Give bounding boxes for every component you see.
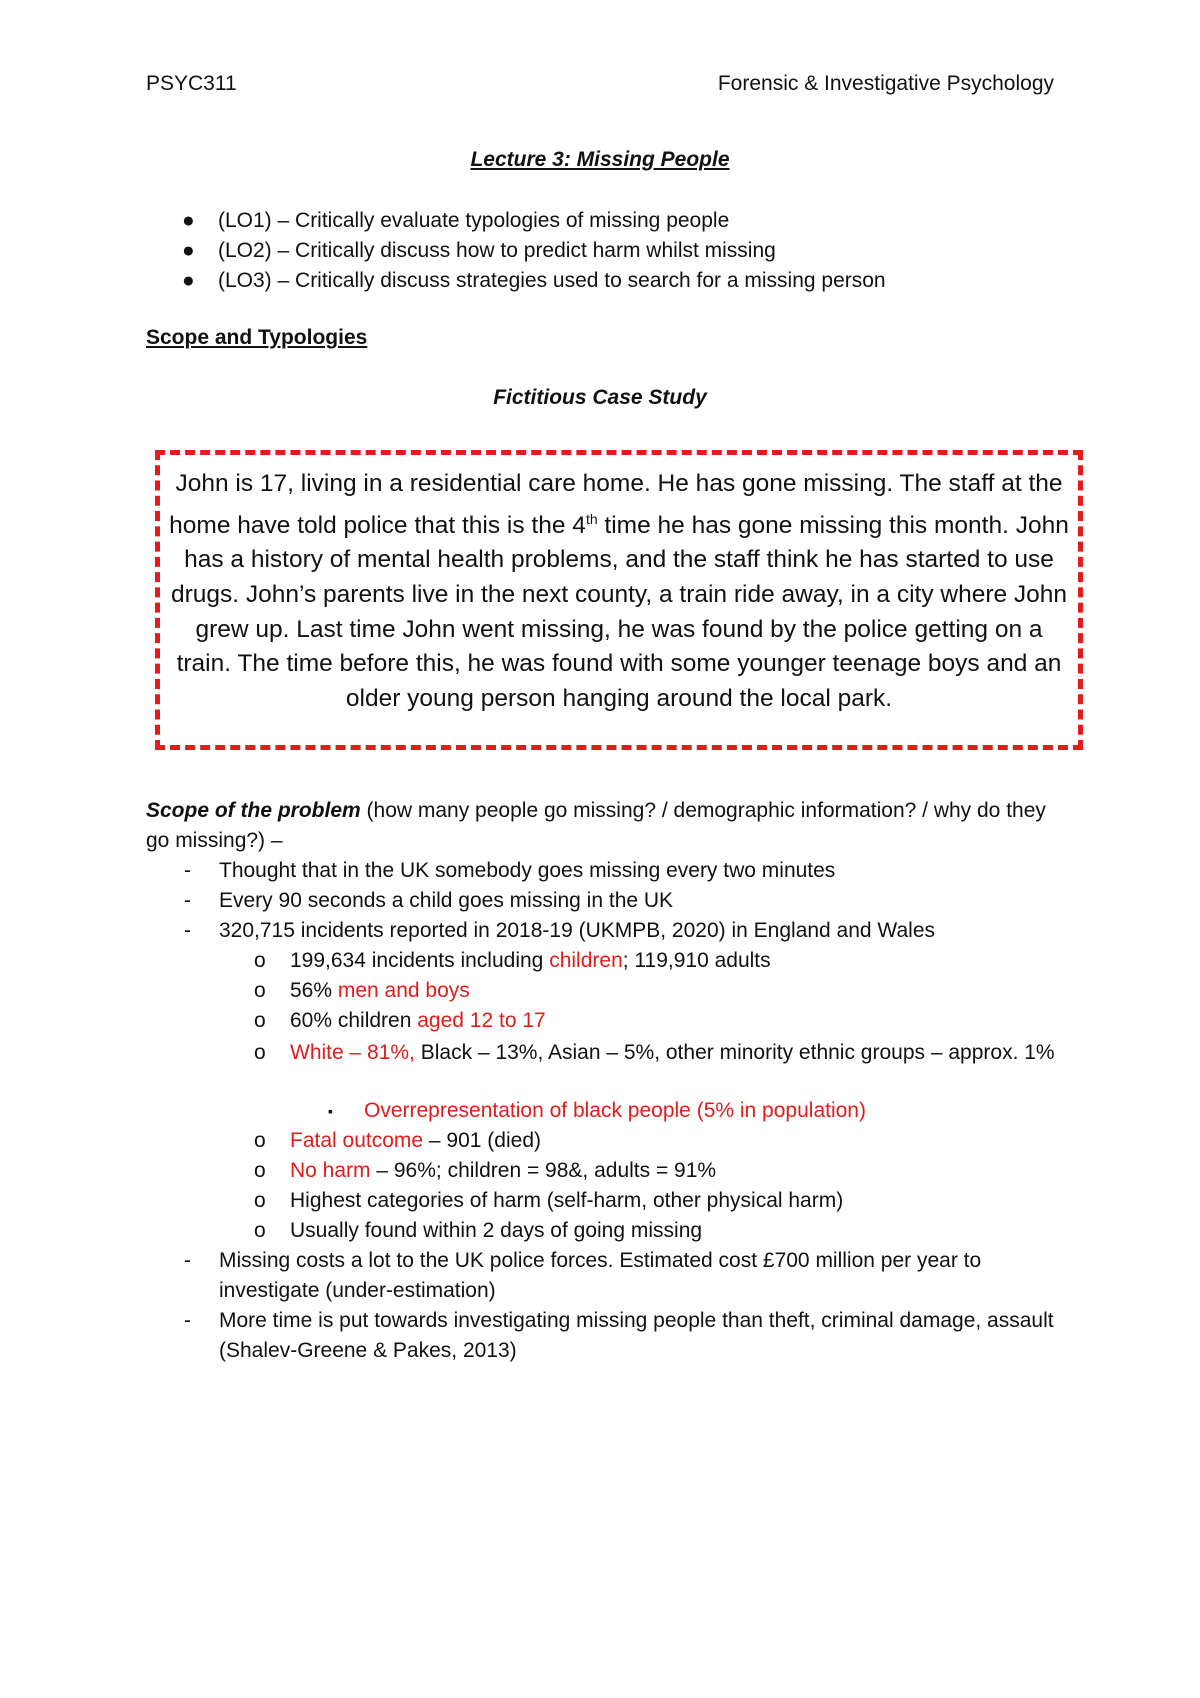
dash-icon: - <box>184 859 191 882</box>
objective-text: (LO1) – Critically evaluate typologies of missing people <box>218 209 730 232</box>
ordinal-suffix: th <box>585 510 598 527</box>
highlight-text: men and boys <box>337 979 470 1002</box>
list-item-text: More time is put towards investigating missing people than theft, criminal damage, assault (Shalev-Greene & Pakes, 2013) <box>219 1309 1054 1362</box>
dash-icon: - <box>184 919 191 942</box>
scope-label: Scope of the problem <box>146 799 361 822</box>
lecture-title: Lecture 3: Missing People <box>470 148 730 171</box>
circle-bullet-icon: o <box>254 979 266 1002</box>
circle-bullet-icon: o <box>254 1159 266 1182</box>
sub-list-item-text <box>290 946 1060 976</box>
text-part: ; 119,910 adults <box>622 949 771 972</box>
highlight-text: aged 12 to 17 <box>417 1009 546 1032</box>
case-text-part: John is 17, living in a residential care home. He has gone missing. The staff at the home have told police that this is the 4 <box>169 470 1063 539</box>
circle-bullet-icon: o <box>254 1129 266 1152</box>
highlight-text: White – 81%, <box>290 1041 415 1064</box>
scope-intro-text: (how many people go missing? / demographic information? / why do they go missing?) – <box>146 799 1046 852</box>
list-item-text: Missing costs a lot to the UK police forces. Estimated cost £700 million per year to investigate (under-estimation) <box>219 1249 982 1302</box>
bullet-icon: ● <box>182 269 195 292</box>
text-part: – 96%; children = 98&, adults = 91% <box>370 1159 717 1182</box>
section-heading: Scope and Typologies <box>146 326 368 349</box>
module-name: Forensic & Investigative Psychology <box>717 72 1054 95</box>
sub-list-item-text <box>290 1126 1060 1156</box>
sub-list-item-text <box>290 1006 1060 1036</box>
circle-bullet-icon: o <box>254 1189 266 1212</box>
page-header <box>146 72 1054 102</box>
bullet-icon: ● <box>182 239 195 262</box>
sub-list-item-text <box>290 1156 1060 1186</box>
objective-text: (LO3) – Critically discuss strategies used to search for a missing person <box>218 269 886 292</box>
sub-list-item-text <box>290 976 1060 1006</box>
learning-objectives <box>182 206 886 296</box>
square-bullet-icon: ▪ <box>328 1103 333 1119</box>
scope-intro <box>146 796 1066 856</box>
highlight-text: Fatal outcome <box>290 1129 424 1152</box>
sub-list-item-text <box>290 1038 1060 1068</box>
highlight-text: children <box>549 949 623 972</box>
text-part: 60% children <box>290 1009 418 1032</box>
circle-bullet-icon: o <box>254 1009 266 1032</box>
sub-list-item-text: Highest categories of harm (self-harm, other physical harm) <box>290 1189 844 1212</box>
sub-sub-list-item-text: Overrepresentation of black people (5% in population) <box>364 1099 866 1122</box>
objective-item <box>182 266 886 296</box>
sub-list-item-text: Usually found within 2 days of going missing <box>290 1219 703 1242</box>
dash-icon: - <box>184 889 191 912</box>
bullet-icon: ● <box>182 209 195 232</box>
list-item-text: Every 90 seconds a child goes missing in the UK <box>219 889 674 912</box>
case-study-text <box>166 467 1072 716</box>
objective-text: (LO2) – Critically discuss how to predict harm whilst missing <box>218 239 776 262</box>
case-text-part: time he has gone missing this month. John has a history of mental health problems, and the staff think he has started to use drugs. John’s parents live in the next county, a train ride away, in a city where John grew up. Last time John went missing, he was found by the police getting on a train. The time before this, he was found with some younger teenage boys and an older young person hanging around the local park. <box>170 511 1069 712</box>
case-study-title: Fictitious Case Study <box>493 386 707 409</box>
case-study-box <box>155 450 1083 750</box>
text-part: 56% <box>290 979 338 1002</box>
objective-item <box>182 206 886 236</box>
dash-icon: - <box>184 1309 191 1332</box>
text-part: – 901 (died) <box>423 1129 541 1152</box>
circle-bullet-icon: o <box>254 1219 266 1242</box>
text-part: Black – 13%, Asian – 5%, other minority ethnic groups – approx. 1% <box>414 1041 1055 1064</box>
circle-bullet-icon: o <box>254 1041 266 1064</box>
dash-icon: - <box>184 1249 191 1272</box>
highlight-text: No harm <box>290 1159 371 1182</box>
course-code: PSYC311 <box>146 72 237 95</box>
circle-bullet-icon: o <box>254 949 266 972</box>
objective-item <box>182 236 886 266</box>
list-item-text: 320,715 incidents reported in 2018-19 (UKMPB, 2020) in England and Wales <box>219 919 935 942</box>
text-part: 199,634 incidents including <box>290 949 550 972</box>
list-item-text: Thought that in the UK somebody goes missing every two minutes <box>219 859 836 882</box>
